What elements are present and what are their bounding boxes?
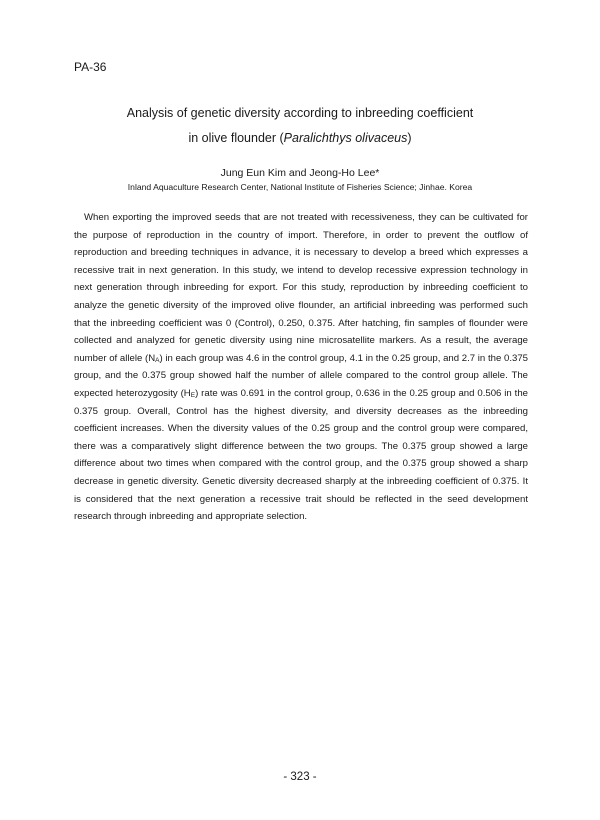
- abstract: [74, 209, 528, 526]
- abstract-paragraph: [74, 209, 528, 526]
- affiliation: Inland Aquaculture Research Center, National Institute of Fisheries Science; Jinhae. Korea: [127, 182, 473, 192]
- subscript-a: A: [155, 356, 160, 364]
- authors: Jung Eun Kim and Jeong-Ho Lee*: [220, 167, 380, 179]
- abstract-seg-1: When exporting the improved seeds that are not treated with recessiveness, they can be cultivated for the purpose of reproduction in the country of import. Therefore, in order to prevent the outflow of reproduction and breeding techniques in advance, it is necessary to develop a breed which expresses a recessive trait in next generation. In this study, we intend to develop recessive expression technology in next generation through inbreeding for export. For this study, reproduction by inbreeding coefficient to analyze the genetic diversity of the improved olive flounder, an artificial inbreeding was performed such that the inbreeding coefficient was 0 (Control), 0.250, 0.375. After hatching, fin samples of flounder were collected and analyzed for genetic diversity using nine microsatellite markers. As a result, the average number of allele (N: [74, 212, 528, 364]
- title-prefix: in olive flounder (: [188, 131, 284, 145]
- species-name: Paralichthys olivaceus: [283, 131, 408, 145]
- title-suffix: ): [407, 131, 412, 145]
- page-number: - 323 -: [283, 771, 317, 783]
- title-line-1: Analysis of genetic diversity according to inbreeding coefficient: [126, 106, 474, 120]
- title-line-2: [0, 130, 600, 146]
- abstract-seg-2: ) in each group was 4.6 in the control group, 4.1 in the 0.25 group, and 2.7 in the 0.375 group, and the 0.375 group showed half the number of allele compared to the control group allele. The expected heterozygosity (H: [74, 352, 528, 399]
- subscript-e: E: [190, 391, 196, 399]
- abstract-seg-3: ) rate was 0.691 in the control group, 0.636 in the 0.25 group and 0.506 in the 0.375 group. Overall, Control has the highest diversity, and diversity decreases as the inbreeding coefficient increases. When the diversity values of the 0.25 group and the control group were compared, there was a comparatively slight difference between the two groups. The 0.375 group showed a large difference about two times when compared with the control group, and the 0.375 group showed a sharp decrease in genetic diversity. Genetic diversity decreased sharply at the inbreeding coefficient of 0.375. It is considered that the next generation a recessive trait should be reflected in the seed development research through inbreeding and appropriate selection.: [74, 387, 528, 523]
- paper-code: PA-36: [74, 60, 107, 74]
